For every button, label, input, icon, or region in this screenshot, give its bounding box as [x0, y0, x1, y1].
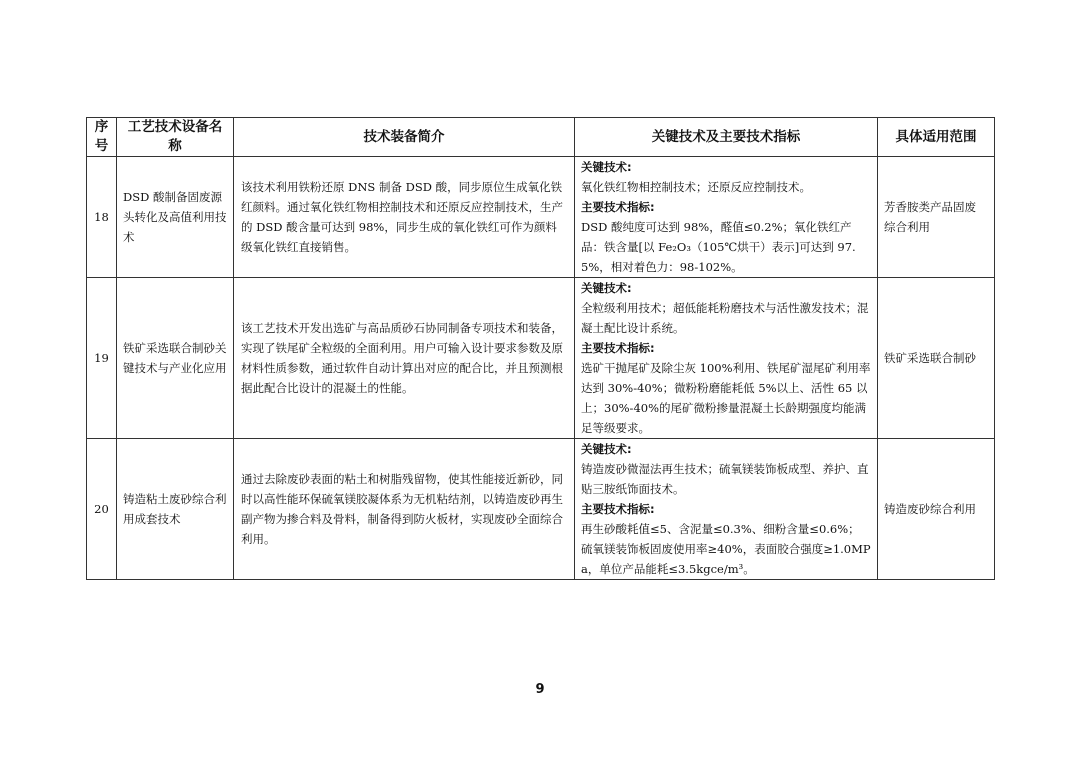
key-tech-text: 氧化铁红物相控制技术；还原反应控制技术。: [581, 180, 811, 194]
technology-table: [86, 117, 995, 580]
table-row: [87, 439, 995, 580]
row-name: 铁矿采选联合制砂关键技术与产业化应用: [117, 278, 234, 439]
row-scope: 铁矿采选联合制砂: [878, 278, 995, 439]
metrics-label: 主要技术指标:: [581, 200, 655, 214]
row-name: DSD 酸制备固废源头转化及高值利用技术: [117, 157, 234, 278]
metrics-text: DSD 酸纯度可达到 98%，醛值≤0.2%；氧化铁红产品：铁含量[以 Fe₂O₃（105℃烘干）表示]可达到 97.5%，相对着色力：98-102%。: [581, 220, 856, 274]
row-intro: 该技术利用铁粉还原 DNS 制备 DSD 酸，同步原位生成氧化铁红颜料。通过氧化铁红物相控制技术和还原反应控制技术，生产的 DSD 酸含量可达到 98%，同步生成的氧化铁红可作为颜料级氧化铁红直接销售。: [234, 157, 575, 278]
row-key-metrics: [575, 278, 878, 439]
table-row: [87, 157, 995, 278]
row-num: 18: [87, 157, 117, 278]
row-intro: 通过去除废砂表面的粘土和树脂残留物，使其性能接近新砂，同时以高性能环保硫氧镁胶凝体系为无机粘结剂，以铸造废砂再生副产物为掺合料及骨料，制备得到防火板材，实现废砂全面综合利用。: [234, 439, 575, 580]
metrics-text: 选矿干抛尾矿及除尘灰 100%利用、铁尾矿湿尾矿利用率达到 30%-40%；微粉粉磨能耗低 5%以上、活性 65 以上；30%-40%的尾矿微粉掺量混凝土长龄期强度均能满足等级要求。: [581, 361, 871, 435]
metrics-text: 再生砂酸耗值≤5、含泥量≤0.3%、细粉含量≤0.6%；硫氧镁装饰板固废使用率≥40%，表面胶合强度≥1.0MPa，单位产品能耗≤3.5kgce/m³。: [581, 522, 871, 576]
header-intro: 技术装备简介: [234, 118, 575, 157]
key-tech-label: 关键技术:: [581, 442, 632, 456]
header-scope: 具体适用范围: [878, 118, 995, 157]
header-name: 工艺技术设备名称: [117, 118, 234, 157]
row-intro: 该工艺技术开发出选矿与高品质砂石协同制备专项技术和装备，实现了铁尾矿全粒级的全面利用。用户可输入设计要求参数及原材料性质参数，通过软件自动计算出对应的配合比，并且预测根据此配合比设计的混凝土的性能。: [234, 278, 575, 439]
row-key-metrics: [575, 439, 878, 580]
table-header-row: [87, 118, 995, 157]
key-tech-label: 关键技术:: [581, 281, 632, 295]
metrics-label: 主要技术指标:: [581, 341, 655, 355]
key-tech-text: 铸造废砂微湿法再生技术；硫氧镁装饰板成型、养护、直贴三胺纸饰面技术。: [581, 462, 869, 496]
key-tech-text: 全粒级利用技术；超低能耗粉磨技术与活性激发技术；混凝土配比设计系统。: [581, 301, 869, 335]
header-key: 关键技术及主要技术指标: [575, 118, 878, 157]
metrics-label: 主要技术指标:: [581, 502, 655, 516]
row-num: 20: [87, 439, 117, 580]
row-scope: 芳香胺类产品固废综合利用: [878, 157, 995, 278]
header-num: 序号: [87, 118, 117, 157]
row-scope: 铸造废砂综合利用: [878, 439, 995, 580]
table-row: [87, 278, 995, 439]
row-name: 铸造粘土废砂综合利用成套技术: [117, 439, 234, 580]
page-number: 9: [535, 682, 545, 697]
row-key-metrics: [575, 157, 878, 278]
key-tech-label: 关键技术:: [581, 160, 632, 174]
row-num: 19: [87, 278, 117, 439]
